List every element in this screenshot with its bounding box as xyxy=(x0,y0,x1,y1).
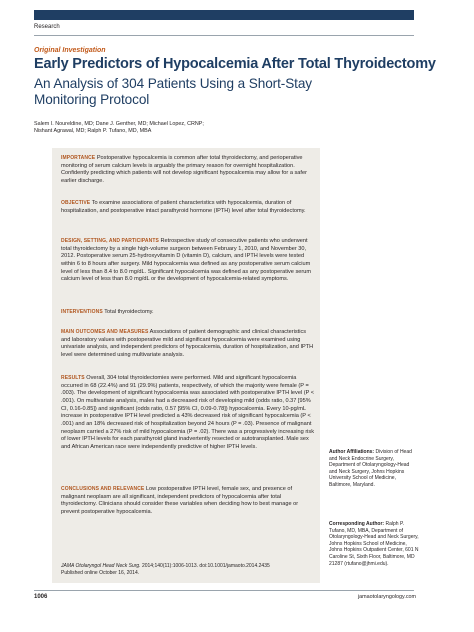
corresponding-text: Ralph P. Tufano, MD, MBA, Department of Otolaryngology-Head and Neck Surgery, Johns Hopkins School of Medicine, Johns Hopkins Outpatient Center, 601 N Caroline St, Sixth Floor, Baltimore, MD 21287 (rtufano@jhmi.edu). xyxy=(329,521,419,567)
header-bar xyxy=(34,10,414,20)
corresponding-heading: Corresponding Author: xyxy=(329,521,385,527)
author-list xyxy=(34,121,314,135)
affiliations-heading: Author Affiliations: xyxy=(329,449,375,455)
abstract-importance xyxy=(61,155,315,186)
abstract-results xyxy=(61,375,315,452)
abstract-outcomes xyxy=(61,329,315,360)
section-label: Research xyxy=(34,24,60,30)
abstract-interventions xyxy=(61,309,315,317)
citation-details: 2014;140(11):1006-1013. doi:10.1001/jamaoto.2014.2435 xyxy=(141,563,270,569)
abstract-heading-outcomes: MAIN OUTCOMES AND MEASURES xyxy=(61,329,149,335)
abstract-heading-importance: IMPORTANCE xyxy=(61,155,96,161)
abstract-text-importance: Postoperative hypocalcemia is common after total thyroidectomy, and perioperative monitoring of serum calcium levels is arguably the primary reason for overnight hospitalization. Confidently predicting which patients will not develop significant hypocalcemia may allow for a safer earlier discharge. xyxy=(61,155,307,184)
abstract-conclusions xyxy=(61,486,315,517)
citation xyxy=(61,563,321,577)
author-line-1: Salem I. Noureldine, MD; Dane J. Genther, MD; Michael Lopez, CRNP; xyxy=(34,121,204,127)
abstract-heading-design: DESIGN, SETTING, AND PARTICIPANTS xyxy=(61,238,159,244)
corresponding-author xyxy=(329,521,419,567)
affiliations-text: Division of Head and Neck Endocrine Surgery, Department of Otolaryngology-Head and Neck Surgery, Johns Hopkins University School of Medicine, Baltimore, Maryland. xyxy=(329,449,412,488)
abstract-heading-objective: OBJECTIVE xyxy=(61,200,91,206)
abstract-text-results: Overall, 304 total thyroidectomies were performed. Mild and significant hypocalcemia occurred in 68 (22.4%) and 91 (29.9%) patients, respectively, of which the majority were female (P = .003). The development of significant hypocalcemia was associated with postoperative IPTH level (P < .001). On multivariate analysis, males had a decreased risk of developing mild (odds ratio, 0.37 [95% CI, 0.16-0.85]) and significant (odds ratio, 0.57 [95% CI, 0.09-0.78]) hypocalcemia. Every 10-pg/mL increase in postoperative IPTH level predicted a 43% decreased risk of significant hypocalcemia (P < .001) and an 18% decreased risk of hospitalization beyond 24 hours (P = .03). Presence of malignant neoplasm carried a 27% risk of mild hypocalcemia (P = .02). There was a progressively increasing risk of lower IPTH levels for each parathyroid gland inadvertently resected or autotransplanted. Male sex and African American race were independently predictive of higher IPTH levels. xyxy=(61,375,315,450)
article-type: Original Investigation xyxy=(34,47,106,54)
abstract-heading-conclusions: CONCLUSIONS AND RELEVANCE xyxy=(61,486,145,492)
journal-website: jamaotolaryngology.com xyxy=(357,594,416,600)
abstract-design xyxy=(61,238,315,284)
abstract-heading-results: RESULTS xyxy=(61,375,85,381)
header-rule xyxy=(34,35,414,36)
abstract-heading-interventions: INTERVENTIONS xyxy=(61,309,103,315)
abstract-text-conclusions: Low postoperative IPTH level, female sex, and presence of malignant neoplasm are all significant, independent predictors of hypocalcemia after total thyroidectomy. Clinicians should consider these variables when deciding how to best manage or prevent postoperative hypocalcemia. xyxy=(61,486,299,515)
abstract-text-interventions: Total thyroidectomy. xyxy=(104,309,154,315)
citation-journal: JAMA Otolaryngol Head Neck Surg. xyxy=(61,563,141,569)
abstract-objective xyxy=(61,200,315,215)
abstract-text-outcomes: Associations of patient demographic and clinical characteristics and laboratory values with postoperative mild and significant hypocalcemia were examined using univariate analysis, and independent predictors of hypocalcemia, duration of hospitalization, and IPTH level were determined using multivariate analysis. xyxy=(61,329,314,358)
author-affiliations xyxy=(329,449,419,489)
abstract-text-design: Retrospective study of consecutive patients who underwent total thyroidectomy by a single high-volume surgeon between February 1, 2010, and November 30, 2012. Postoperative serum 25-hydroxyvitamin D (vitamin D), calcium, and IPTH levels were tested within 6 to 8 hours after surgery. Mild hypocalcemia was defined as any postoperative serum calcium level of less than 8.4 to 8.0 mg/dL. Significant hypocalcemia was defined as any postoperative serum calcium level of less than 8.0 mg/dL or the development of hypocalcemia-related symptoms. xyxy=(61,238,311,283)
footer-rule xyxy=(34,590,414,591)
author-line-2: Nishant Agrawal, MD; Ralph P. Tufano, MD, MBA xyxy=(34,128,152,134)
article-subtitle: An Analysis of 304 Patients Using a Short-Stay Monitoring Protocol xyxy=(34,76,313,107)
page-number: 1006 xyxy=(34,594,48,600)
article-title: Early Predictors of Hypocalcemia After Total Thyroidectomy xyxy=(34,56,436,72)
abstract-text-objective: To examine associations of patient characteristics with hypocalcemia, duration of hospitalization, and postoperative intact parathyroid hormone (IPTH) level after total thyroidectomy. xyxy=(61,200,306,214)
citation-published: Published online October 16, 2014. xyxy=(61,570,140,576)
